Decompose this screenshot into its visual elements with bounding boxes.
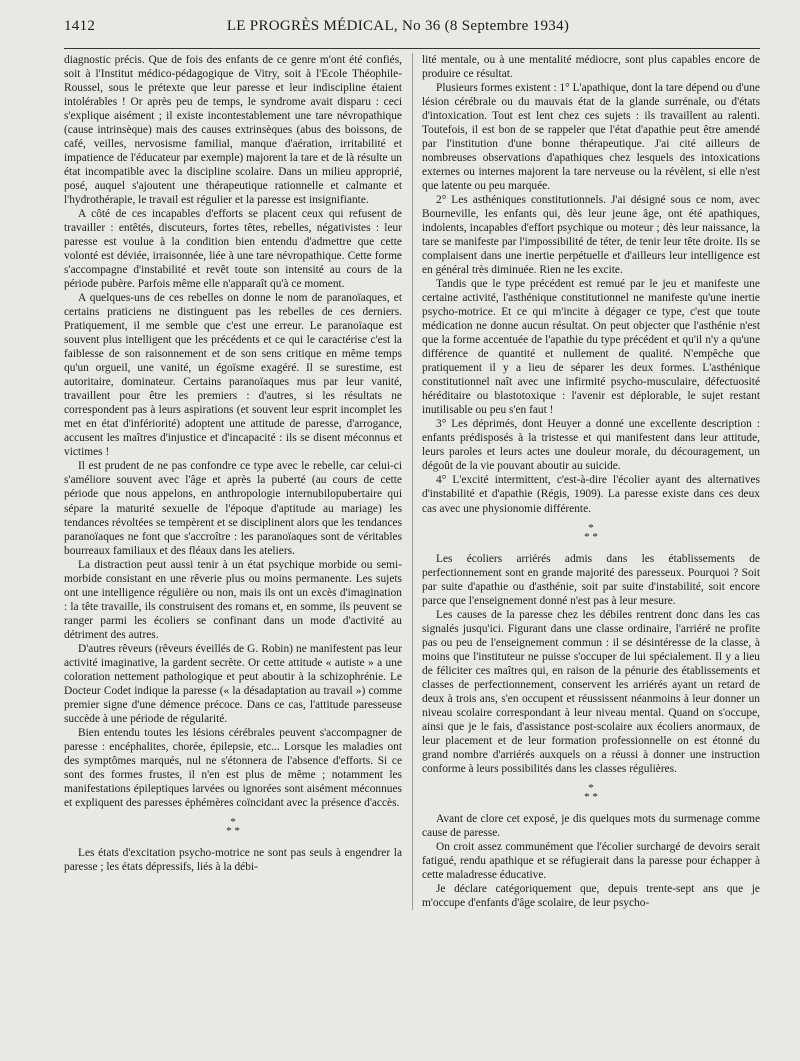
paragraph: A quelques-uns de ces rebelles on donne le nom de paranoïaques, et certains praticiens ne distinguent pas les rebelles de ces derniers. Pratiquement, il me semble que c'est une erreur. Le paranoïaque est souvent plus intelligent que les précédents et ce qui le caractérise c'est la faiblesse de son raisonnement et de son sens critique en même temps qu'un orgueil, une vanité, un égoïsme exagéré. Il se surestime, est autoritaire, dominateur. Certains paranoïaques mus par leur vanité, travaillent pour être les premiers : d'autres, si les résultats ne correspondent pas à leurs aspirations (et souvent leur esprit incomplet les met en état d'infériorité) adoptent une attitude de paresse, d'arrogance, accusent les maîtres d'injustice et d'incapacité : ils se disent méconnus et victimes ! bbox=[64, 292, 402, 459]
running-header bbox=[64, 18, 760, 40]
paragraph: Plusieurs formes existent : 1° L'apathique, dont la tare dépend ou d'une lésion cérébrale ou du mauvais état de la glande surrénale, ou d'états d'intoxication. Tout est lent chez ces sujets : ils travaillent au ralenti. Toutefois, il est bon de se rappeler que l'état d'apathie peut être amendé par l'institution d'une bonne thérapeutique. J'ai cité ailleurs de nombreuses observations d'apathiques chez lesquels des intoxications externes ou internes majorent la tare nerveuse ou la révèlent, si elle n'est que latente ou peu marquée. bbox=[422, 82, 760, 193]
paragraph: Je déclare catégoriquement que, depuis trente-sept ans que je m'occupe d'enfants d'âge scolaire, de leur psycho- bbox=[422, 882, 760, 909]
paragraph: Bien entendu toutes les lésions cérébrales peuvent s'accompagner de paresse : encéphalites, chorée, épilepsie, etc... Lorsque les maladies ont des symptômes marqués, nul ne s'étonnera de l'absence d'efforts. Si ce sont des formes frustes, il n'en est plus de même ; notamment les manifestations épileptiques larvées ou ignorées sont aisément méconnues et expliquent des paresses éphémères coïncidant avec la présence d'accès. bbox=[64, 726, 402, 809]
page-number: 1412 bbox=[64, 18, 96, 34]
paragraph: diagnostic précis. Que de fois des enfants de ce genre m'ont été confiés, soit à l'Institut médico-pédagogique de Vitry, soit à l'Ecole Théophile-Roussel, sous le prétexte que leur paresse et leur indiscipline étaient intolérables ! Or après peu de temps, le syndrome avait disparu : ceci s'explique aisément ; il existe incontestablement une tare névropathique (cause intrinsèque) mais des causes extrinsèques (abus des boissons, de café, veilles, nervosisme familial, manque d'aération, irritabilité et impatience de l'éducateur par exemple) majorent la tare et de là résulte un état incompatible avec la discipline scolaire. Dans un milieu approprié, posé, auquel s'ajoutent une thérapeutique rationnelle et calmante et l'hydrothérapie, le travail est régulier et la paresse est insignifiante. bbox=[64, 54, 402, 207]
paragraph: La distraction peut aussi tenir à un état psychique morbide ou semi-morbide consistant en une rêverie plus ou moins permanente. Les sujets ont une intelligence régulière ou non, mais ils ont un excès d'imagination : la tête travaille, ils construisent des romans et, en somme, ils peuvent se ranger parmi les écoliers se confinant dans un mode d'activité au détriment des autres. bbox=[64, 558, 402, 641]
column-divider bbox=[412, 53, 413, 910]
paragraph: Il est prudent de ne pas confondre ce type avec le rebelle, car celui-ci s'améliore souvent avec l'âge et après la puberté (au cours de cette période que nous appelons, en anthropologie internubilopubertaire qui sépare la maturité sexuelle de l'époque d'aptitude au mariage) les tendances révoltées se tempèrent et se disciplinent alors que les tendances paranoïaques ne font que s'accroître : les paranoïaques sont de véritables bourreaux familiaux et des fléaux dans les ateliers. bbox=[64, 460, 402, 557]
journal-title: LE PROGRÈS MÉDICAL, No 36 (8 Septembre 1934) bbox=[226, 18, 570, 34]
paragraph: 4° L'excité intermittent, c'est-à-dire l'écolier ayant des alternatives d'instabilité et d'apathie (Régis, 1909). La paresse existe dans ces deux cas avec une physionomie différente. bbox=[422, 474, 760, 515]
paragraph: D'autres rêveurs (rêveurs éveillés de G. Robin) ne manifestent pas leur activité imaginative, la gardent secrète. Or cette attitude « autiste » a une coloration nettement pathologique et peut aboutir à la schizophrénie. Le Docteur Codet indique la paresse (« la désadaptation au travail ») comme premier signe d'une démence précoce. Dans ce cas, l'attitude paresseuse succède à une période de régularité. bbox=[64, 642, 402, 725]
two-column-body bbox=[64, 53, 760, 910]
section-separator: * * * bbox=[226, 815, 240, 837]
paragraph: A côté de ces incapables d'efforts se placent ceux qui refusent de travailler : entêtés, discuteurs, fortes têtes, rebelles, négativistes : leur paresse est voulue à la condition bien entendu d'admettre que cette volonté est déviée, irraisonnée, liée à une tare névropathique. Cette forme s'accompagne d'instabilité et revêt toute son intensité au cours de la période pubère. Parfois même elle n'apparaît qu'à ce moment. bbox=[64, 208, 402, 291]
left-column bbox=[64, 53, 402, 910]
paragraph: lité mentale, ou à une mentalité médiocre, sont plus capables encore de produire ce résultat. bbox=[422, 54, 760, 81]
paragraph: On croit assez communément que l'écolier surchargé de devoirs serait fatigué, rendu apathique et se réfugierait dans la paresse pour échapper à cette maladresse éducative. bbox=[422, 840, 760, 881]
paragraph: 2° Les asthéniques constitutionnels. J'ai désigné sous ce nom, avec Bourneville, les enfants qui, dès leur jeune âge, ont été apathiques, indolents, incapables d'effort psychique ou moteur ; dès leur naissance, la tare se manifeste par l'impossibilité de téter, de tenir leur tête droite. Ils se complaisent dans une inertie perpétuelle et d'ailleurs leur intelligence est en général très diminuée. Rien ne les excite. bbox=[422, 194, 760, 277]
right-column bbox=[422, 53, 760, 910]
section-separator: * * * bbox=[584, 521, 598, 543]
paragraph: Les causes de la paresse chez les débiles rentrent donc dans les cas signalés jusqu'ici. Figurant dans une classe ordinaire, l'arriéré ne profite pas ou peu de l'enseignement commun : il se désintéresse de la classe, à moins que l'instituteur ne puisse s'occuper de lui spécialement. Il y a lieu de féliciter ces maîtres qui, en raison de la pénurie des établissements et classes de perfectionnement, conservent les arriérés ayant un retard de deux à trois ans, s'en occupent et réussissent néanmoins à leur donner un niveau scolaire correspondant à leur niveau mental. Quand on s'occupe, ainsi que je le fais, d'assistance post-scolaire aux écoliers anormaux, de leur placement et de leur formation professionnelle on est étonné du grand nombre d'arriérés auxquels on a réussi à donner une instruction conforme à leurs possibilités dans les classes régulières. bbox=[422, 608, 760, 775]
section-separator: * * * bbox=[584, 781, 598, 803]
paragraph: Les écoliers arriérés admis dans les établissements de perfectionnement sont en grande majorité des paresseux. Pourquoi ? Soit par suite d'apathie ou d'asthénie, soit par suite d'instabilité, soit encore parce que l'enseignement donné n'est pas à leur mesure. bbox=[422, 552, 760, 607]
paragraph: Les états d'excitation psycho-motrice ne sont pas seuls à engendrer la paresse ; les états dépressifs, liés à la débi- bbox=[64, 846, 402, 873]
header-rule bbox=[64, 48, 760, 49]
paragraph: Tandis que le type précédent est remué par le jeu et manifeste une certaine activité, l'asthénique constitutionnel ne manifeste qu'une inertie psycho-motrice. Et ce qui m'incite à dégager ce type, c'est que toute médication ne donne aucun résultat. On peut objecter que l'asthénie n'est que la forme accentuée de l'apathie du type précédent et qu'il n'y a qu'une différence de quantité et nullement de qualité. N'empêche que pratiquement il y a lieu de séparer les deux formes. L'asthénique constitutionnel naît avec une infirmité psycho-musculaire, défectuosité héréditaire ou blastotoxique : l'avenir est déplorable, le sujet restant inutilisable ou peu s'en faut ! bbox=[422, 278, 760, 417]
paragraph: Avant de clore cet exposé, je dis quelques mots du surmenage comme cause de paresse. bbox=[422, 812, 760, 839]
paragraph: 3° Les déprimés, dont Heuyer a donné une excellente description : enfants prédisposés à la tristesse et qui manifestent dans leur attitude, leurs paroles et leurs actes une douleur morale, du découragement, un dégoût de la vie pouvant aboutir au suicide. bbox=[422, 418, 760, 473]
